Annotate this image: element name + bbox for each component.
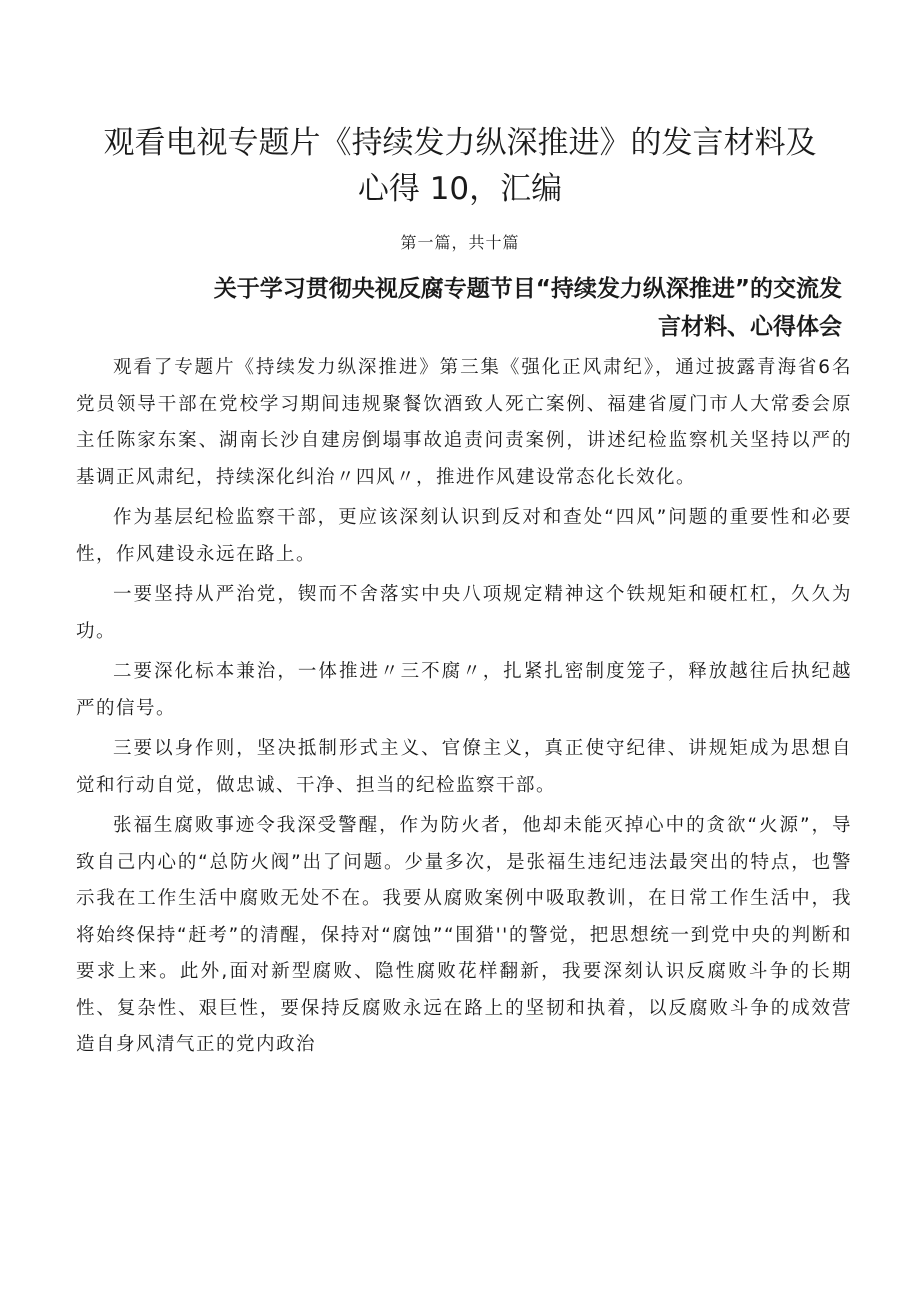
document-title-line-2: 心得 10，汇编 bbox=[357, 171, 563, 207]
paragraph-case-reflection: 张福生腐败事迹令我深受警醒，作为防火者，他却未能灭掉心中的贪欲“火源”，导致自己内心的“总防火阀”出了问题。少量多次，是张福生违纪违法最突出的特点，也警示我在工作生活中腐败无处不在。我要从腐败案例中吸取教训，在日常工作生活中，我将始终保持“赶考”的清醒，保持对“腐蚀”“围猎''的警觉，把思想统一到党中央的判断和要求上来。此外,面对新型腐败、隐性腐败花样翻新，我要深刻认识反腐败斗争的长期性、复杂性、艰巨性，要保持反腐败永远在路上的坚韧和执着，以反腐败斗争的成效营造自身风清气正的党内政治 bbox=[76, 815, 852, 1055]
document-title bbox=[60, 120, 860, 212]
document-title-line-1: 观看电视专题片《持续发力纵深推进》的发言材料及 bbox=[103, 125, 817, 161]
section-heading-line-1: 关于学习贯彻央视反腐专题节目“持续发力纵深推进”的交流发 bbox=[213, 276, 842, 302]
section-heading bbox=[122, 270, 842, 346]
paragraph-point-three: 三要以身作则，坚决抵制形式主义、官僚主义，真正使守纪律、讲规矩成为思想自觉和行动自觉，做忠诚、干净、担当的纪检监察干部。 bbox=[76, 738, 852, 796]
body-text bbox=[76, 350, 852, 1068]
paragraph-point-two: 二要深化标本兼治，一体推进〃三不腐〃，扎紧扎密制度笼子，释放越往后执纪越严的信号。 bbox=[76, 661, 852, 719]
section-label: 第一篇，共十篇 bbox=[400, 233, 520, 252]
paragraph-point-one: 一要坚持从严治党，锲而不舍落实中央八项规定精神这个铁规矩和硬杠杠，久久为功。 bbox=[76, 584, 852, 642]
paragraph-intro: 观看了专题片《持续发力纵深推进》第三集《强化正风肃纪》，通过披露青海省6名党员领导干部在党校学习期间违规聚餐饮酒致人死亡案例、福建省厦门市人大常委会原主任陈家东案、湖南长沙自建房倒塌事故追责问责案例，讲述纪检监察机关坚持以严的基调正风肃纪，持续深化纠治〃四风〃，推进作风建设常态化长效化。 bbox=[76, 357, 852, 488]
paragraph-awareness: 作为基层纪检监察干部，更应该深刻认识到反对和查处“四风”问题的重要性和必要性，作风建设永远在路上。 bbox=[76, 507, 852, 565]
section-heading-line-2: 言材料、心得体会 bbox=[658, 314, 842, 340]
